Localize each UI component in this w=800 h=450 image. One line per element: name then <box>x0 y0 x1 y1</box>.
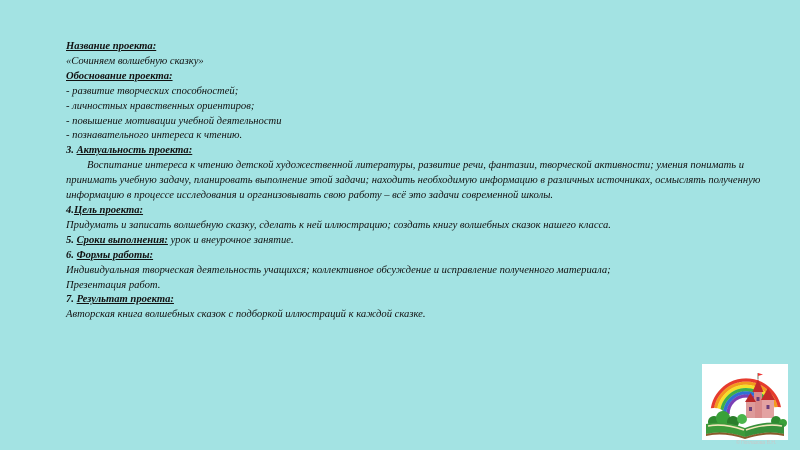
forms-text: Индивидуальная творческая деятельность учащихся; коллективное обсуждение и исправление полученного материала; <box>66 264 611 276</box>
relevance-number: 3. <box>66 145 77 157</box>
author-credit: © Поглазова В.Н. <box>736 440 777 446</box>
rationale-heading: Обоснование проекта: <box>66 70 173 82</box>
result-heading-line <box>66 293 781 308</box>
timing-heading: Сроки выполнения: <box>76 234 168 246</box>
timing-text: урок и внеурочное занятие. <box>167 234 294 246</box>
rationale-item: - познавательного интереса к чтению. <box>66 130 243 142</box>
forms-text: Презентация работ. <box>66 279 161 291</box>
timing-line <box>66 234 781 249</box>
project-name-value: «Сочиняем волшебную сказку» <box>66 55 204 67</box>
goal-heading-line <box>66 204 781 219</box>
forms-number: 6. <box>66 249 77 261</box>
project-name-heading: Название проекта: <box>66 41 157 52</box>
rationale-item: - личностных нравственных ориентиров; <box>66 100 255 112</box>
relevance-heading: Актуальность проекта: <box>76 145 193 157</box>
result-heading: Результат проекта: <box>76 294 174 306</box>
goal-number: 4. <box>66 204 74 216</box>
project-description <box>66 40 781 323</box>
result-number: 7. <box>66 294 77 306</box>
result-text: Авторская книга волшебных сказок с подборкой иллюстраций к каждой сказке. <box>66 309 426 321</box>
goal-heading: Цель проекта: <box>73 204 144 216</box>
rationale-item: - развитие творческих способностей; <box>66 85 239 97</box>
timing-number: 5. <box>66 234 77 246</box>
forms-heading: Формы работы: <box>76 249 154 261</box>
rationale-item: - повышение мотивации учебной деятельности <box>66 115 282 127</box>
relevance-text: Воспитание интереса к чтению детской художественной литературы, развитие речи, фантазии, творческой активности; умения понимать и принимать учебную задачу, планировать выполнение этой задачи; находить необходимую информацию в различных источниках, осмыслять полученную информацию в процессе исследования и организовывать свою работу – всё это задачи современной школы. <box>66 160 761 202</box>
goal-text: Придумать и записать волшебную сказку, сделать к ней иллюстрацию; создать книгу волшебных сказок нашего класса. <box>66 219 611 231</box>
forms-heading-line <box>66 249 781 264</box>
relevance-heading-line <box>66 144 781 159</box>
fairy-castle-book-illustration <box>702 364 788 440</box>
